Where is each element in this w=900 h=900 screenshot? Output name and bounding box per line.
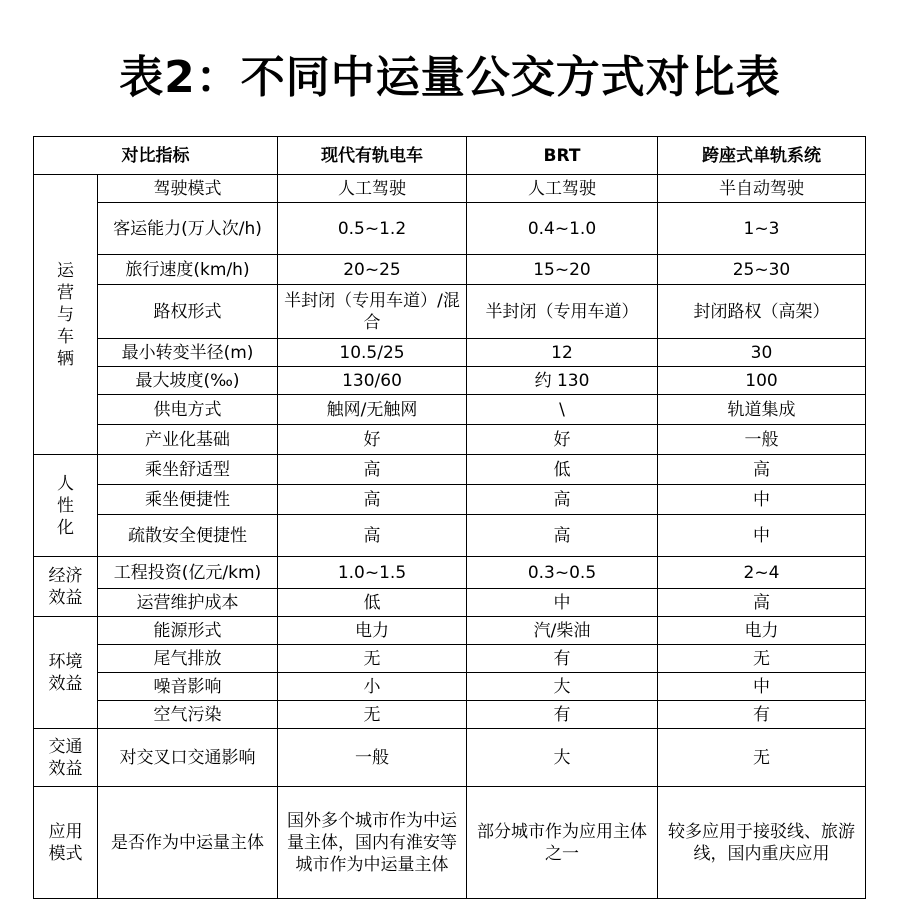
indicator-cell: 驾驶模式 [98, 175, 278, 203]
table-row [34, 367, 866, 395]
group-label-line: 化 [57, 517, 74, 538]
tram-cell: 1.0~1.5 [278, 557, 467, 589]
indicator-cell: 供电方式 [98, 395, 278, 425]
group-label [34, 455, 98, 557]
group-label-line: 效益 [48, 673, 83, 694]
tram-cell: 触网/无触网 [278, 395, 467, 425]
brt-cell: \ [467, 395, 658, 425]
table-row [34, 485, 866, 515]
tram-cell: 高 [278, 485, 467, 515]
group-label-line: 效益 [48, 758, 83, 779]
group-label [34, 729, 98, 787]
monorail-cell: 高 [658, 455, 866, 485]
tram-cell: 小 [278, 673, 467, 701]
header-indicator: 对比指标 [34, 137, 278, 175]
group-label [34, 175, 98, 455]
brt-cell: 0.3~0.5 [467, 557, 658, 589]
header-monorail: 跨座式单轨系统 [658, 137, 866, 175]
monorail-cell: 一般 [658, 425, 866, 455]
indicator-cell: 工程投资(亿元/km) [98, 557, 278, 589]
table-row [34, 255, 866, 285]
indicator-cell: 运营维护成本 [98, 589, 278, 617]
table-row [34, 285, 866, 339]
monorail-cell: 有 [658, 701, 866, 729]
group-label-line: 人 [57, 473, 74, 494]
group-label [34, 617, 98, 729]
table-row [34, 645, 866, 673]
brt-cell: 部分城市作为应用主体之一 [467, 787, 658, 899]
table-row [34, 617, 866, 645]
tram-cell: 一般 [278, 729, 467, 787]
monorail-cell: 中 [658, 485, 866, 515]
brt-cell: 高 [467, 485, 658, 515]
indicator-cell: 是否作为中运量主体 [98, 787, 278, 899]
brt-cell: 0.4~1.0 [467, 203, 658, 255]
indicator-cell: 最大坡度(‰) [98, 367, 278, 395]
group-label-line: 辆 [57, 348, 74, 369]
page-title: 表2：不同中运量公交方式对比表 [119, 52, 781, 103]
monorail-cell: 无 [658, 645, 866, 673]
header-row [34, 137, 866, 175]
table-row [34, 729, 866, 787]
table-row [34, 701, 866, 729]
header-tram: 现代有轨电车 [278, 137, 467, 175]
group-label-line: 与 [57, 304, 74, 325]
tram-cell: 好 [278, 425, 467, 455]
brt-cell: 约 130 [467, 367, 658, 395]
table-row [34, 557, 866, 589]
monorail-cell: 1~3 [658, 203, 866, 255]
monorail-cell: 半自动驾驶 [658, 175, 866, 203]
group-label-line: 性 [57, 495, 74, 516]
indicator-cell: 乘坐便捷性 [98, 485, 278, 515]
brt-cell: 有 [467, 701, 658, 729]
brt-cell: 人工驾驶 [467, 175, 658, 203]
brt-cell: 好 [467, 425, 658, 455]
table-row [34, 203, 866, 255]
indicator-cell: 产业化基础 [98, 425, 278, 455]
monorail-cell: 封闭路权（高架） [658, 285, 866, 339]
brt-cell: 高 [467, 515, 658, 557]
tram-cell: 低 [278, 589, 467, 617]
indicator-cell: 尾气排放 [98, 645, 278, 673]
group-label-line: 车 [57, 326, 74, 347]
group-label-line: 应用 [48, 821, 83, 842]
tram-cell: 高 [278, 515, 467, 557]
table-row [34, 339, 866, 367]
tram-cell: 半封闭（专用车道）/混合 [278, 285, 467, 339]
tram-cell: 10.5/25 [278, 339, 467, 367]
tram-cell: 0.5~1.2 [278, 203, 467, 255]
comparison-table [33, 136, 866, 899]
indicator-cell: 乘坐舒适型 [98, 455, 278, 485]
monorail-cell: 高 [658, 589, 866, 617]
group-label-line: 经济 [48, 565, 83, 586]
brt-cell: 半封闭（专用车道） [467, 285, 658, 339]
table-row [34, 589, 866, 617]
group-label-line: 运 [57, 260, 74, 281]
brt-cell: 12 [467, 339, 658, 367]
monorail-cell: 100 [658, 367, 866, 395]
brt-cell: 低 [467, 455, 658, 485]
table-row [34, 175, 866, 203]
brt-cell: 汽/柴油 [467, 617, 658, 645]
brt-cell: 大 [467, 673, 658, 701]
indicator-cell: 噪音影响 [98, 673, 278, 701]
monorail-cell: 轨道集成 [658, 395, 866, 425]
table-row [34, 787, 866, 899]
table-row [34, 673, 866, 701]
table-row [34, 455, 866, 485]
indicator-cell: 能源形式 [98, 617, 278, 645]
monorail-cell: 2~4 [658, 557, 866, 589]
group-label [34, 557, 98, 617]
monorail-cell: 无 [658, 729, 866, 787]
tram-cell: 130/60 [278, 367, 467, 395]
tram-cell: 20~25 [278, 255, 467, 285]
group-label-line: 交通 [48, 736, 83, 757]
monorail-cell: 中 [658, 515, 866, 557]
indicator-cell: 对交叉口交通影响 [98, 729, 278, 787]
header-brt: BRT [467, 137, 658, 175]
table-row [34, 515, 866, 557]
indicator-cell: 客运能力(万人次/h) [98, 203, 278, 255]
indicator-cell: 疏散安全便捷性 [98, 515, 278, 557]
brt-cell: 15~20 [467, 255, 658, 285]
tram-cell: 电力 [278, 617, 467, 645]
indicator-cell: 旅行速度(km/h) [98, 255, 278, 285]
monorail-cell: 30 [658, 339, 866, 367]
group-label-line: 模式 [48, 843, 83, 864]
monorail-cell: 电力 [658, 617, 866, 645]
tram-cell: 高 [278, 455, 467, 485]
table-row [34, 425, 866, 455]
group-label-line: 营 [57, 282, 74, 303]
indicator-cell: 最小转变半径(m) [98, 339, 278, 367]
indicator-cell: 空气污染 [98, 701, 278, 729]
tram-cell: 国外多个城市作为中运量主体，国内有淮安等城市作为中运量主体 [278, 787, 467, 899]
indicator-cell: 路权形式 [98, 285, 278, 339]
table-body [34, 175, 866, 899]
brt-cell: 中 [467, 589, 658, 617]
group-label-line: 效益 [48, 587, 83, 608]
tram-cell: 人工驾驶 [278, 175, 467, 203]
monorail-cell: 中 [658, 673, 866, 701]
monorail-cell: 25~30 [658, 255, 866, 285]
brt-cell: 大 [467, 729, 658, 787]
tram-cell: 无 [278, 645, 467, 673]
tram-cell: 无 [278, 701, 467, 729]
monorail-cell: 较多应用于接驳线、旅游线，国内重庆应用 [658, 787, 866, 899]
group-label-line: 环境 [48, 651, 83, 672]
brt-cell: 有 [467, 645, 658, 673]
group-label [34, 787, 98, 899]
table-row [34, 395, 866, 425]
